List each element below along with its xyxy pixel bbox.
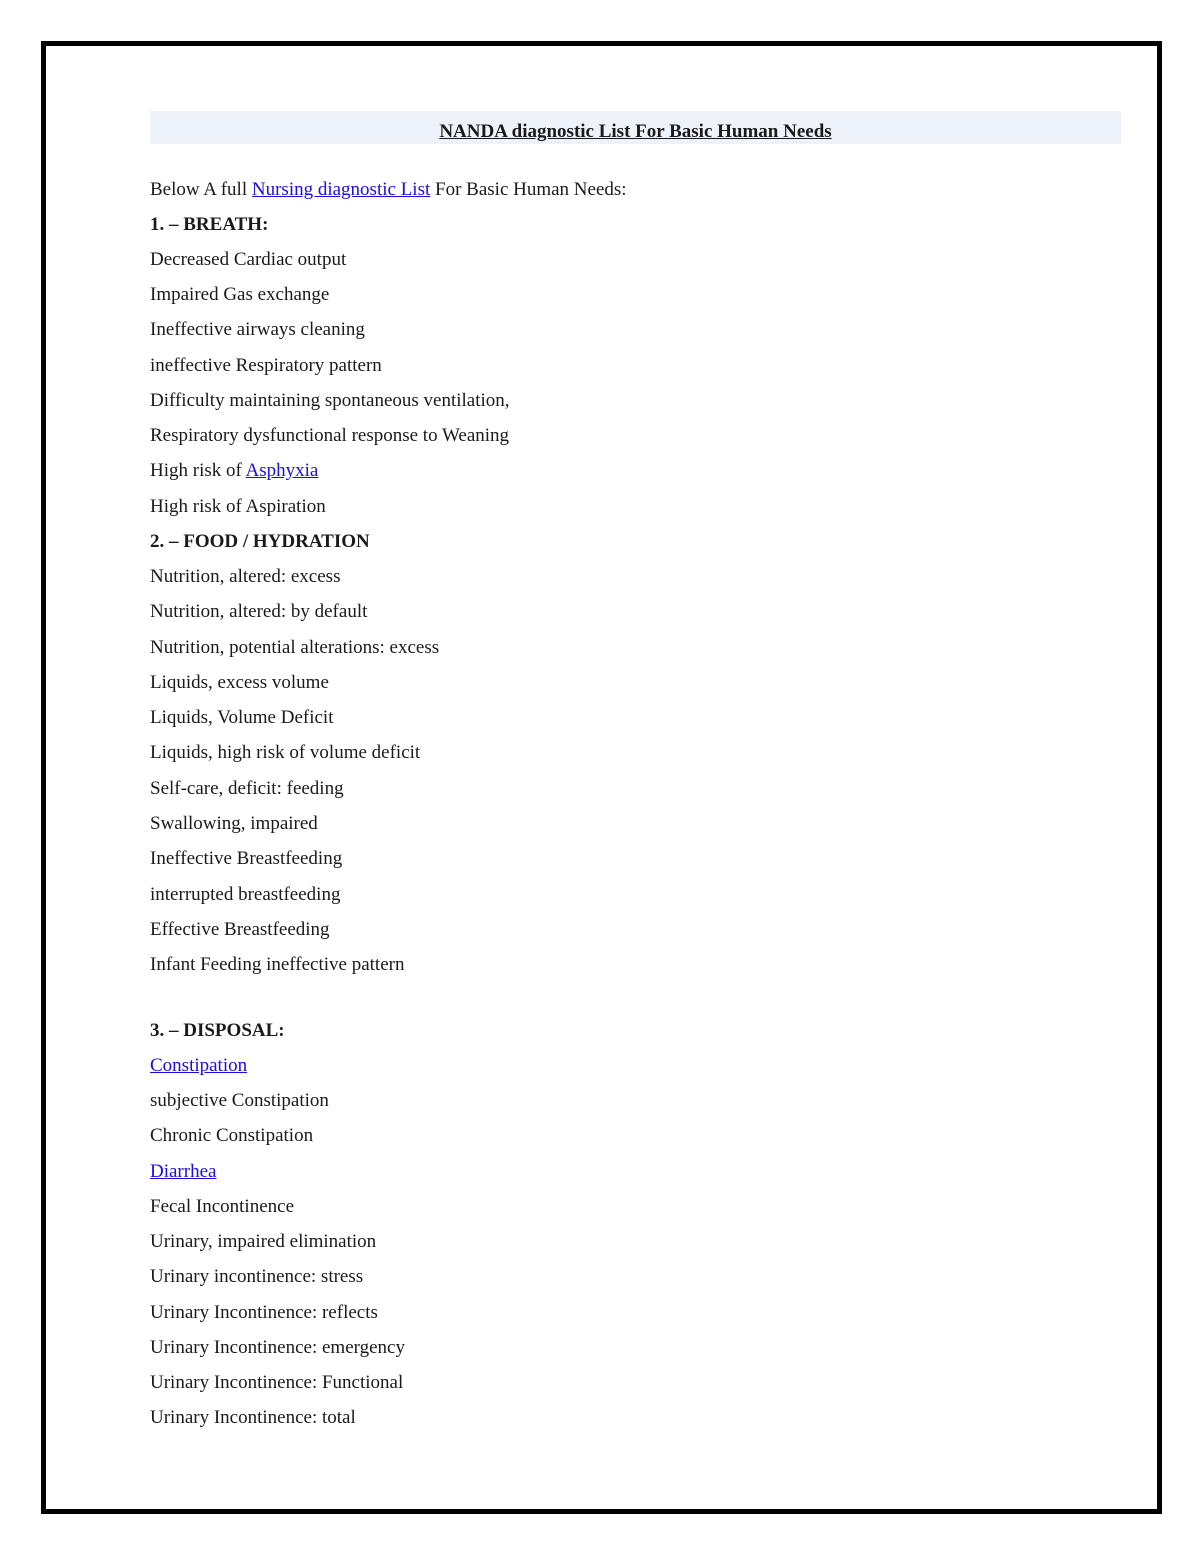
list-item: Nutrition, altered: by default: [150, 601, 368, 622]
list-item: Liquids, Volume Deficit: [150, 707, 334, 728]
list-item-diarrhea: [150, 1160, 216, 1184]
list-item-constipation: [150, 1054, 247, 1078]
list-item: Urinary Incontinence: Functional: [150, 1372, 404, 1393]
list-item: High risk of Aspiration: [150, 496, 326, 517]
list-item: Difficulty maintaining spontaneous ventilation,: [150, 390, 510, 411]
page-title: NANDA diagnostic List For Basic Human Needs: [439, 121, 832, 142]
list-item: Fecal Incontinence: [150, 1196, 295, 1217]
list-item: Chronic Constipation: [150, 1125, 314, 1146]
section-heading-disposal: 3. – DISPOSAL:: [150, 1020, 285, 1041]
list-item: Swallowing, impaired: [150, 813, 318, 834]
list-item: Urinary Incontinence: total: [150, 1407, 356, 1428]
list-item: Infant Feeding ineffective pattern: [150, 954, 405, 975]
list-item: Nutrition, altered: excess: [150, 566, 341, 587]
list-item: Urinary, impaired elimination: [150, 1231, 377, 1252]
list-item: ineffective Respiratory pattern: [150, 355, 382, 376]
constipation-link[interactable]: Constipation: [150, 1055, 248, 1076]
list-item: Urinary Incontinence: emergency: [150, 1337, 405, 1358]
section-heading-breath: 1. – BREATH:: [150, 214, 269, 235]
list-item: Ineffective airways cleaning: [150, 319, 365, 340]
list-item: Effective Breastfeeding: [150, 919, 330, 940]
list-item-asphyxia: [150, 459, 318, 483]
diarrhea-link[interactable]: Diarrhea: [150, 1161, 217, 1182]
asphyxia-prefix: High risk of: [150, 460, 246, 481]
list-item: Respiratory dysfunctional response to Weaning: [150, 425, 510, 446]
list-item: Liquids, high risk of volume deficit: [150, 742, 421, 763]
title-bar: [150, 111, 1121, 144]
asphyxia-link[interactable]: Asphyxia: [245, 460, 319, 481]
intro-line: [150, 178, 627, 202]
list-item: Self-care, deficit: feeding: [150, 778, 344, 799]
list-item: Impaired Gas exchange: [150, 284, 330, 305]
list-item: Liquids, excess volume: [150, 672, 329, 693]
list-item: interrupted breastfeeding: [150, 884, 341, 905]
list-item: subjective Constipation: [150, 1090, 329, 1111]
nursing-diagnostic-list-link[interactable]: Nursing diagnostic List: [251, 179, 431, 200]
list-item: Urinary incontinence: stress: [150, 1266, 364, 1287]
list-item: Decreased Cardiac output: [150, 249, 347, 270]
list-item: Nutrition, potential alterations: excess: [150, 637, 440, 658]
intro-before: Below A full: [150, 179, 252, 200]
intro-after: For Basic Human Needs:: [430, 179, 627, 200]
list-item: Ineffective Breastfeeding: [150, 848, 343, 869]
list-item: Urinary Incontinence: reflects: [150, 1302, 378, 1323]
section-heading-food: 2. – FOOD / HYDRATION: [150, 531, 370, 552]
